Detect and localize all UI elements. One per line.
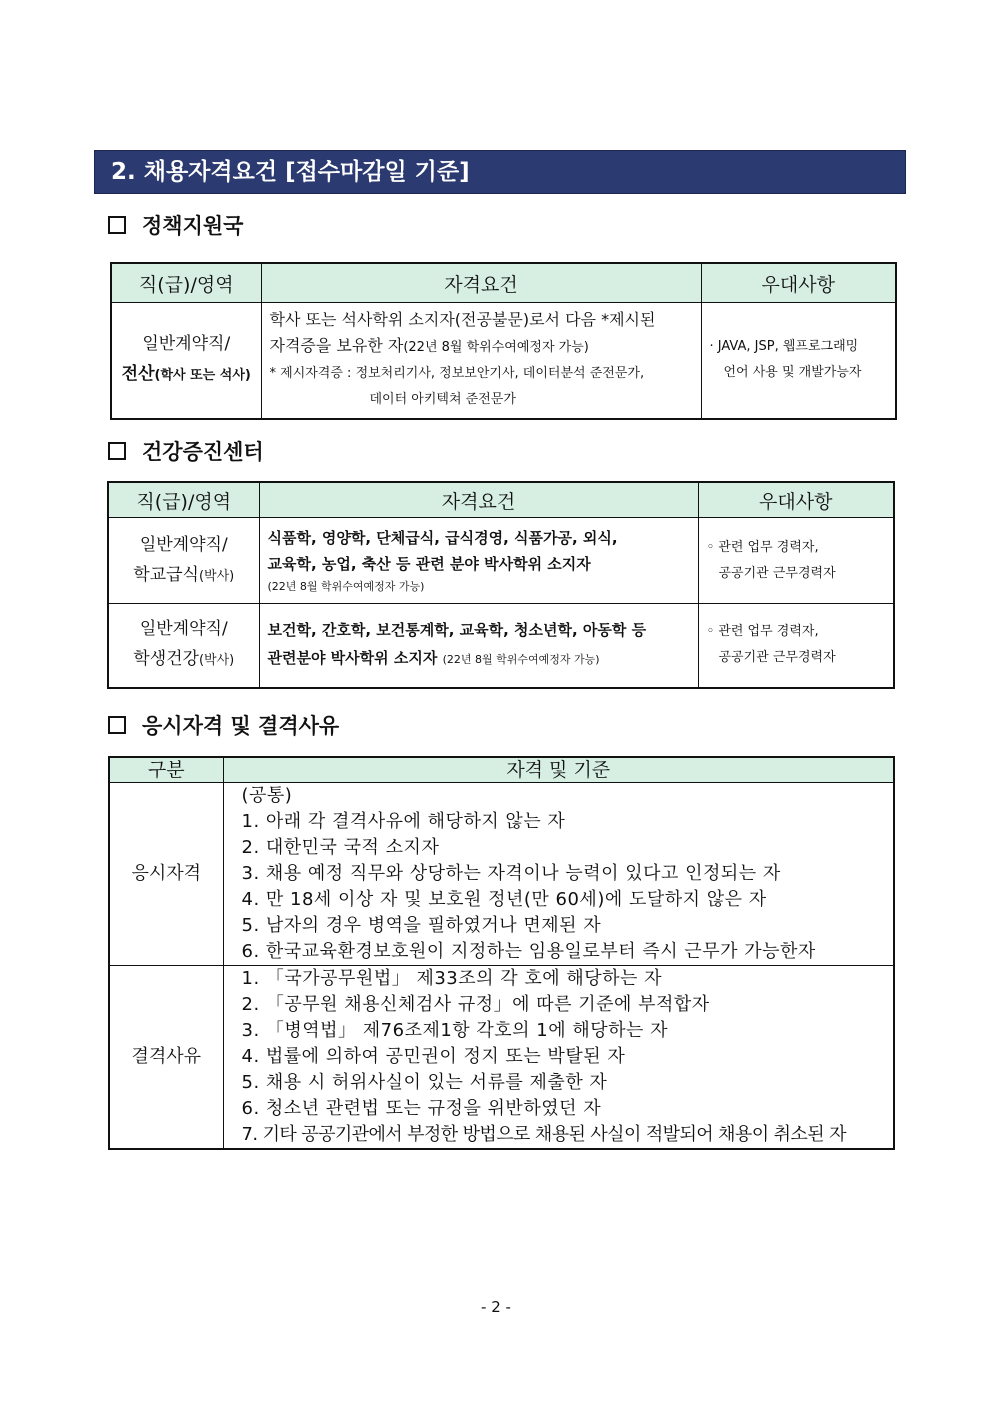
header-category: 구분 xyxy=(109,757,223,783)
list-item: 2. 「공무원 채용신체검사 규정」에 따른 기준에 부적합자 xyxy=(241,994,710,1015)
req-line4: 데이터 아키텍쳐 준전문가 xyxy=(369,392,516,408)
table-row xyxy=(108,604,894,688)
position-line1: 일반계약직/ xyxy=(139,619,228,640)
health-heading xyxy=(108,436,264,466)
pref-line2: 언어 사용 및 개발가능자 xyxy=(723,365,862,381)
req-line2: 관련분야 박사학위 소지자 (22년 8월 학위수여예정자 가능) xyxy=(267,649,600,668)
header-preferences: 우대사항 xyxy=(701,263,896,303)
eligibility-label: 응시자격 xyxy=(109,783,223,966)
req-line1: 학사 또는 석사학위 소지자(전공불문)로서 다음 *제시된 xyxy=(269,310,656,330)
position-line1: 일반계약직/ xyxy=(139,534,228,555)
req-note: (22년 8월 학위수여예정자 가능) xyxy=(267,579,425,593)
position-cell xyxy=(111,303,261,419)
table-row xyxy=(111,303,896,419)
req-line2: 교육학, 농업, 축산 등 관련 분야 박사학위 소지자 xyxy=(267,554,591,573)
requirements-cell xyxy=(261,303,701,419)
section-title: 2. 채용자격요건 [접수마감일 기준] xyxy=(94,150,906,194)
req-line2: 자격증을 보유한 자(22년 8월 학위수여예정자 가능) xyxy=(269,336,589,356)
header-preferences: 우대사항 xyxy=(698,482,894,518)
position-cell xyxy=(108,604,259,688)
position-line2: 학생건강(박사) xyxy=(133,649,235,670)
preferences-cell xyxy=(698,604,894,688)
preferences-cell xyxy=(698,518,894,604)
eligibility-heading-text: 응시자격 및 결격사유 xyxy=(142,713,340,738)
list-item: 2. 대한민국 국적 소지자 xyxy=(241,837,440,858)
pref-line2: 공공기관 근무경력자 xyxy=(718,565,836,581)
list-item: (공통) xyxy=(241,785,293,806)
req-line1: 식품학, 영양학, 단체급식, 급식경영, 식품가공, 외식, xyxy=(267,528,618,547)
policy-heading-text: 정책지원국 xyxy=(142,213,244,238)
eligibility-lines xyxy=(223,783,894,966)
position-cell xyxy=(108,518,259,604)
checkbox-square-icon xyxy=(108,216,126,234)
req-line1: 보건학, 간호학, 보건통계학, 교육학, 청소년학, 아동학 등 xyxy=(267,621,647,640)
list-item: 4. 만 18세 이상 자 및 보호원 정년(만 60세)에 도달하지 않은 자 xyxy=(241,889,767,910)
position-line2: 전산(학사 또는 석사) xyxy=(121,364,251,385)
header-criteria: 자격 및 기준 xyxy=(223,757,894,783)
list-item: 1. 아래 각 결격사유에 해당하지 않는 자 xyxy=(241,811,566,832)
table-header-row xyxy=(108,482,894,518)
requirements-cell xyxy=(259,518,698,604)
policy-heading xyxy=(108,210,243,240)
disqualification-label: 결격사유 xyxy=(109,966,223,1150)
list-item: 6. 한국교육환경보호원이 지정하는 임용일로부터 즉시 근무가 가능한자 xyxy=(241,941,816,962)
table-row xyxy=(108,518,894,604)
header-position: 직(급)/영역 xyxy=(108,482,259,518)
list-item: 3. 「병역법」 제76조제1항 각호의 1에 해당하는 자 xyxy=(241,1020,669,1041)
header-requirements: 자격요건 xyxy=(261,263,701,303)
policy-table xyxy=(110,262,897,420)
disqualification-lines xyxy=(223,966,894,1150)
position-line2: 학교급식(박사) xyxy=(133,564,235,585)
position-line1: 일반계약직/ xyxy=(142,334,231,355)
req-line3: * 제시자격증 : 정보처리기사, 정보보안기사, 데이터분석 준전문가, xyxy=(269,366,645,382)
health-heading-text: 건강증진센터 xyxy=(142,439,264,464)
checkbox-square-icon xyxy=(108,442,126,460)
table-row xyxy=(109,966,894,1150)
requirements-cell xyxy=(259,604,698,688)
eligibility-table xyxy=(108,756,895,1150)
health-table xyxy=(107,481,895,689)
header-requirements: 자격요건 xyxy=(259,482,698,518)
preferences-cell xyxy=(701,303,896,419)
header-position: 직(급)/영역 xyxy=(111,263,261,303)
page-number: - 2 - xyxy=(481,1298,511,1316)
checkbox-square-icon xyxy=(108,716,126,734)
pref-line1: ◦ 관련 업무 경력자, xyxy=(706,539,819,555)
list-item: 6. 청소년 관련법 또는 규정을 위반하였던 자 xyxy=(241,1098,602,1119)
table-header-row xyxy=(109,757,894,783)
pref-line1: ◦ 관련 업무 경력자, xyxy=(706,624,819,640)
list-item: 3. 채용 예정 직무와 상당하는 자격이나 능력이 있다고 인정되는 자 xyxy=(241,863,781,884)
list-item: 1. 「국가공무원법」 제33조의 각 호에 해당하는 자 xyxy=(241,968,663,989)
pref-line2: 공공기관 근무경력자 xyxy=(718,650,836,666)
pref-line1: · JAVA, JSP, 웹프로그래밍 xyxy=(709,339,859,355)
eligibility-heading xyxy=(108,710,339,740)
list-item: 5. 남자의 경우 병역을 필하였거나 면제된 자 xyxy=(241,915,602,936)
table-row xyxy=(109,783,894,966)
list-item: 4. 법률에 의하여 공민권이 정지 또는 박탈된 자 xyxy=(241,1046,626,1067)
list-item: 7. 기타 공공기관에서 부정한 방법으로 채용된 사실이 적발되어 채용이 취소된 자 xyxy=(241,1124,846,1145)
table-header-row xyxy=(111,263,896,303)
list-item: 5. 채용 시 허위사실이 있는 서류를 제출한 자 xyxy=(241,1072,608,1093)
